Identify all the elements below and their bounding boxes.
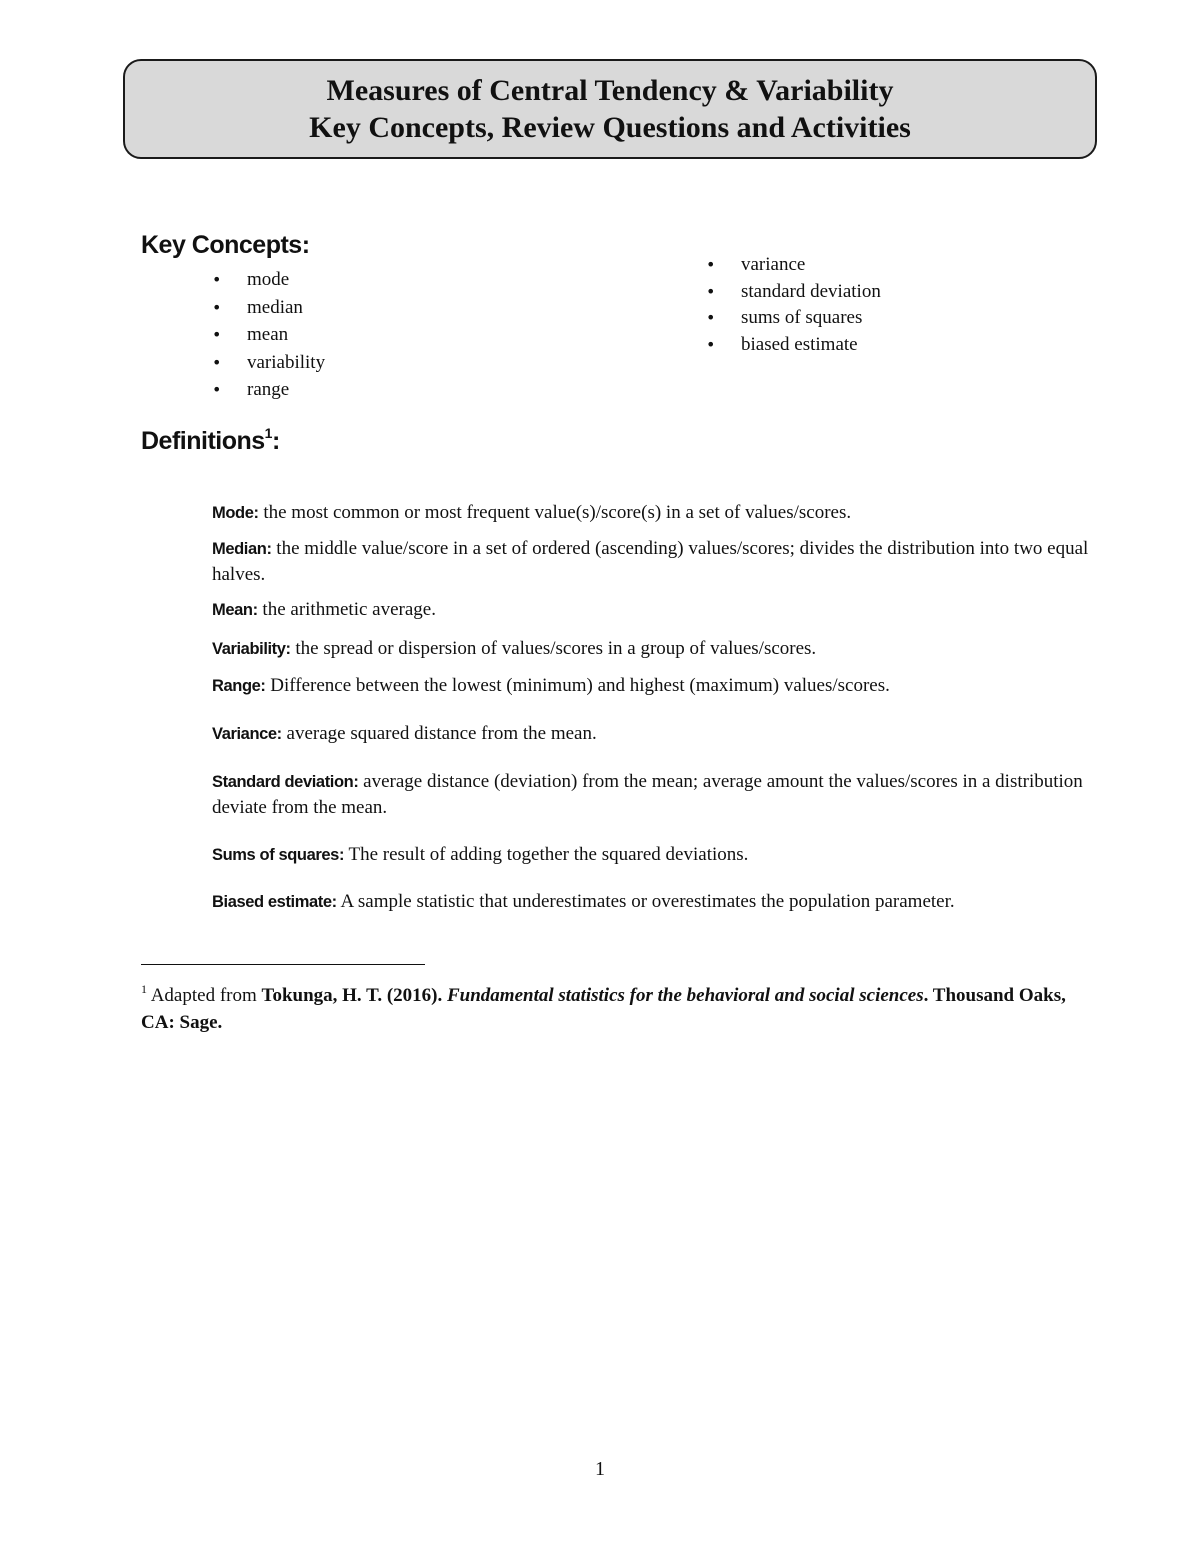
title-line-1: Measures of Central Tendency & Variability <box>326 74 894 107</box>
definition-range: Range: Difference between the lowest (minimum) and highest (maximum) values/scores. <box>212 675 890 696</box>
footnote-marker: 1 <box>264 425 272 441</box>
definition-mean: Mean: the arithmetic average. <box>212 599 436 620</box>
footnote-author: Tokunga, H. T. (2016). <box>261 985 447 1006</box>
bullet-icon: • <box>212 352 222 372</box>
definition-biased-estimate: Biased estimate: A sample statistic that underestimates or overestimates the population parameter. <box>212 891 955 912</box>
definition-standard-deviation: Standard deviation: average distance (deviation) from the mean; average amount the values/scores in a distribution deviate from the mean. <box>212 771 1083 818</box>
definition-mode: Mode: the most common or most frequent value(s)/score(s) in a set of values/scores. <box>212 502 852 523</box>
bullet-icon: • <box>706 281 716 301</box>
footnote: $^1$ Adapted from Tokunga, H. T. (2016). Fundamental statistics for the behavioral and social sciences. Thousand Oaks, CA: Sage. <box>141 982 1066 1033</box>
list-item: • median <box>212 294 325 322</box>
bullet-icon: • <box>212 380 222 399</box>
definition-variability: Variability: the spread or dispersion of values/scores in a group of values/scores. <box>212 638 817 659</box>
bullet-icon: • <box>212 270 222 289</box>
footnote-number: 1 <box>141 982 147 996</box>
definition-sums-of-squares: Sums of squares: The result of adding together the squared deviations. <box>212 844 749 865</box>
list-item: • mode <box>212 266 325 294</box>
footnote-divider <box>141 964 425 965</box>
list-item: • biased estimate <box>706 332 881 359</box>
key-concepts-list-left <box>212 266 325 404</box>
footnote-publisher: . Thousand Oaks, CA: Sage. <box>141 985 1066 1033</box>
footnote-book-title: Fundamental statistics for the behavioral and social sciences <box>447 985 924 1006</box>
bullet-icon: • <box>212 297 222 317</box>
definition-variance: Variance: average squared distance from the mean. <box>212 723 597 744</box>
page-number: 1 <box>595 1458 605 1480</box>
list-item: • mean <box>212 321 325 349</box>
list-item: • variability <box>212 349 325 377</box>
title-line-2: Key Concepts, Review Questions and Activities <box>309 111 911 144</box>
list-item: • variance <box>706 252 881 279</box>
bullet-icon: • <box>212 325 222 344</box>
key-concepts-heading: Key Concepts: <box>141 231 310 259</box>
bullet-icon: • <box>706 255 716 274</box>
list-item: • standard deviation <box>706 279 881 306</box>
bullet-icon: • <box>706 308 716 327</box>
key-concepts-list-right <box>706 252 881 358</box>
title-box <box>123 59 1097 159</box>
bullet-icon: • <box>706 334 716 354</box>
definition-median: Median: the middle value/score in a set of ordered (ascending) values/scores; divides the distribution into two equal halves. <box>212 538 1089 585</box>
list-item: • range <box>212 376 325 404</box>
list-item: • sums of squares <box>706 305 881 332</box>
definitions-heading: Definitions$^1$: <box>141 425 280 455</box>
